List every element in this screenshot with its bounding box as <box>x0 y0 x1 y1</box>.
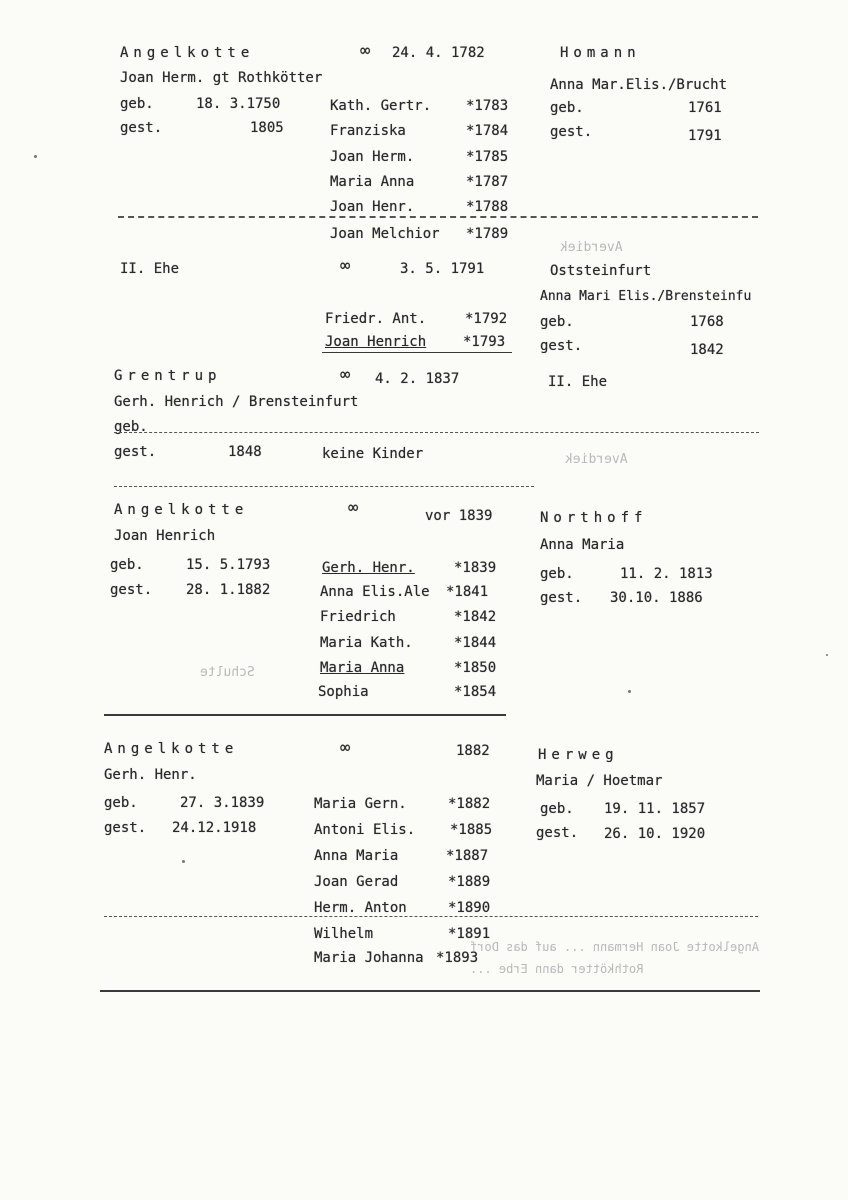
family2-child-name: Joan Henrich <box>325 334 427 350</box>
family5-child-year: *1891 <box>448 926 491 942</box>
family1-husband-birth-label: geb. <box>120 96 154 112</box>
family5-child-name: Maria Johanna <box>314 950 424 966</box>
family5-wife-birth-label: geb. <box>540 801 574 817</box>
family5-child-name: Herm. Anton <box>314 900 407 916</box>
family5-child-name: Anna Maria <box>314 848 399 864</box>
family3-death-year: 1848 <box>228 444 262 460</box>
family1-child-year: *1788 <box>466 199 509 215</box>
family1-wife-death-label: gest. <box>550 124 593 140</box>
family5-husband-death-label: gest. <box>104 820 147 836</box>
family4-wife-birth-label: geb. <box>540 566 574 582</box>
family5-child-name: Wilhelm <box>314 926 374 942</box>
divider <box>114 486 534 487</box>
family1-husband-name: Joan Herm. gt Rothkötter <box>120 70 323 86</box>
family4-heading-right: Northoff <box>540 510 648 526</box>
bleed-through: Averdiek <box>560 240 623 255</box>
divider <box>322 352 512 353</box>
family1-wife-birth: 1761 <box>688 100 722 116</box>
family4-child-name: Maria Kath. <box>320 635 413 651</box>
family4-husband-death: 28. 1.1882 <box>186 582 271 598</box>
family1-husband-death: 1805 <box>250 120 284 136</box>
family2-heading-right: Oststeinfurt <box>550 263 652 279</box>
bleed-through-line-2: Rothkötter dann Erbe ... <box>470 962 644 976</box>
family1-child-name: Kath. Gertr. <box>330 98 432 114</box>
family2-marriage-symbol: ∞ <box>340 256 351 276</box>
family4-wife-death-label: gest. <box>540 590 583 606</box>
family1-child-name: Joan Herm. <box>330 149 415 165</box>
family2-wife-name: Anna Mari Elis./Brensteinfu <box>540 289 752 304</box>
family2-child-year: *1793 <box>463 334 506 350</box>
family4-marriage-date: vor 1839 <box>425 508 493 524</box>
family4-child-name: Anna Elis.Ale <box>320 584 430 600</box>
family4-child-year: *1839 <box>454 560 497 576</box>
family5-child-year: *1887 <box>446 848 489 864</box>
ink-dot <box>182 860 185 863</box>
family5-child-year: *1885 <box>450 822 493 838</box>
family3-note: keine Kinder <box>322 446 424 462</box>
family4-child-year: *1842 <box>454 609 497 625</box>
family5-child-name: Antoni Elis. <box>314 822 416 838</box>
family5-wife-death-label: gest. <box>536 825 579 841</box>
family3-heading: Grentrup <box>114 368 222 384</box>
family2-child-year: *1792 <box>465 311 508 327</box>
family2-wife-death: 1842 <box>690 342 724 358</box>
family2-wife-death-label: gest. <box>540 338 583 354</box>
family5-husband-death: 24.12.1918 <box>172 820 257 836</box>
family1-heading-right: Homann <box>560 45 641 61</box>
family3-death-label: gest. <box>114 444 157 460</box>
family2-wife-birth-label: geb. <box>540 314 574 330</box>
family4-marriage-symbol: ∞ <box>348 498 359 518</box>
family5-child-name: Maria Gern. <box>314 796 407 812</box>
family3-marriage-symbol: ∞ <box>340 365 351 385</box>
family5-child-year: *1889 <box>448 874 491 890</box>
family2-marriage-date: 3. 5. 1791 <box>400 261 485 277</box>
family5-child-year: *1882 <box>448 796 491 812</box>
family4-child-name: Gerh. Henr. <box>322 560 415 576</box>
family5-wife-birth: 19. 11. 1857 <box>604 801 706 817</box>
divider <box>100 990 760 992</box>
family1-husband-death-label: gest. <box>120 120 163 136</box>
family4-child-name: Sophia <box>318 684 369 700</box>
family1-marriage-symbol: ∞ <box>360 41 371 61</box>
family2-child-name: Friedr. Ant. <box>325 311 427 327</box>
family5-marriage-date: 1882 <box>456 743 490 759</box>
family4-child-name: Friedrich <box>320 609 396 625</box>
family1-child-year: *1785 <box>466 149 509 165</box>
family2-wife-birth: 1768 <box>690 314 724 330</box>
family1-child-name: Joan Melchior <box>330 226 440 242</box>
bleed-through: Schulte <box>200 665 255 680</box>
family4-husband-death-label: gest. <box>110 582 153 598</box>
family4-wife-birth: 11. 2. 1813 <box>620 566 713 582</box>
family3-husband-name: Gerh. Henrich / Brensteinfurt <box>114 394 359 410</box>
family5-wife-death: 26. 10. 1920 <box>604 826 706 842</box>
family1-child-year: *1787 <box>466 174 509 190</box>
ink-dot <box>628 690 631 693</box>
ink-dot <box>826 654 828 656</box>
family5-husband-birth: 27. 3.1839 <box>180 795 265 811</box>
family5-child-name: Joan Gerad <box>314 874 399 890</box>
family4-child-name: Maria Anna <box>320 660 405 676</box>
family1-wife-name: Anna Mar.Elis./Brucht <box>550 77 728 93</box>
divider <box>114 432 759 433</box>
divider <box>104 916 758 917</box>
family4-child-year: *1841 <box>446 584 489 600</box>
bleed-through-line-1: Angelkotte Joan Hermann ... auf das Dorf <box>470 940 759 954</box>
family4-husband-birth-label: geb. <box>110 557 144 573</box>
family3-marriage-date: 4. 2. 1837 <box>375 371 460 387</box>
family4-heading-left: Angelkotte <box>114 502 249 518</box>
family2-label: II. Ehe <box>120 261 180 277</box>
family3-label: II. Ehe <box>548 374 608 390</box>
family4-child-year: *1844 <box>454 635 497 651</box>
family1-child-year: *1789 <box>466 226 509 242</box>
family5-child-year: *1893 <box>436 950 479 966</box>
family3-birth-label: geb. <box>114 419 148 435</box>
family1-marriage-date: 24. 4. 1782 <box>392 45 485 61</box>
bleed-through: Averdiek <box>565 452 628 467</box>
family1-child-name: Joan Henr. <box>330 199 415 215</box>
family1-heading-left: Angelkotte <box>120 45 255 61</box>
family1-wife-birth-label: geb. <box>550 100 584 116</box>
ink-dot <box>34 155 37 158</box>
divider <box>104 714 506 716</box>
family4-husband-birth: 15. 5.1793 <box>186 557 271 573</box>
family1-child-name: Maria Anna <box>330 174 415 190</box>
family1-child-year: *1784 <box>466 123 509 139</box>
family1-wife-death: 1791 <box>688 128 722 144</box>
family5-wife-name: Maria / Hoetmar <box>536 773 663 789</box>
family1-child-name: Franziska <box>330 123 406 139</box>
family5-heading-right: Herweg <box>538 747 619 763</box>
family5-marriage-symbol: ∞ <box>340 738 351 758</box>
family5-heading-left: Angelkotte <box>104 741 239 757</box>
family1-husband-birth: 18. 3.1750 <box>196 96 281 112</box>
family1-child-year: *1783 <box>466 98 509 114</box>
family4-wife-death: 30.10. 1886 <box>610 590 703 606</box>
family4-husband-name: Joan Henrich <box>114 528 216 544</box>
family5-husband-name: Gerh. Henr. <box>104 767 197 783</box>
family5-child-year: *1890 <box>448 900 491 916</box>
divider <box>118 216 758 218</box>
family4-child-year: *1854 <box>454 684 497 700</box>
family4-wife-name: Anna Maria <box>540 537 625 553</box>
family5-husband-birth-label: geb. <box>104 795 138 811</box>
family4-child-year: *1850 <box>454 660 497 676</box>
